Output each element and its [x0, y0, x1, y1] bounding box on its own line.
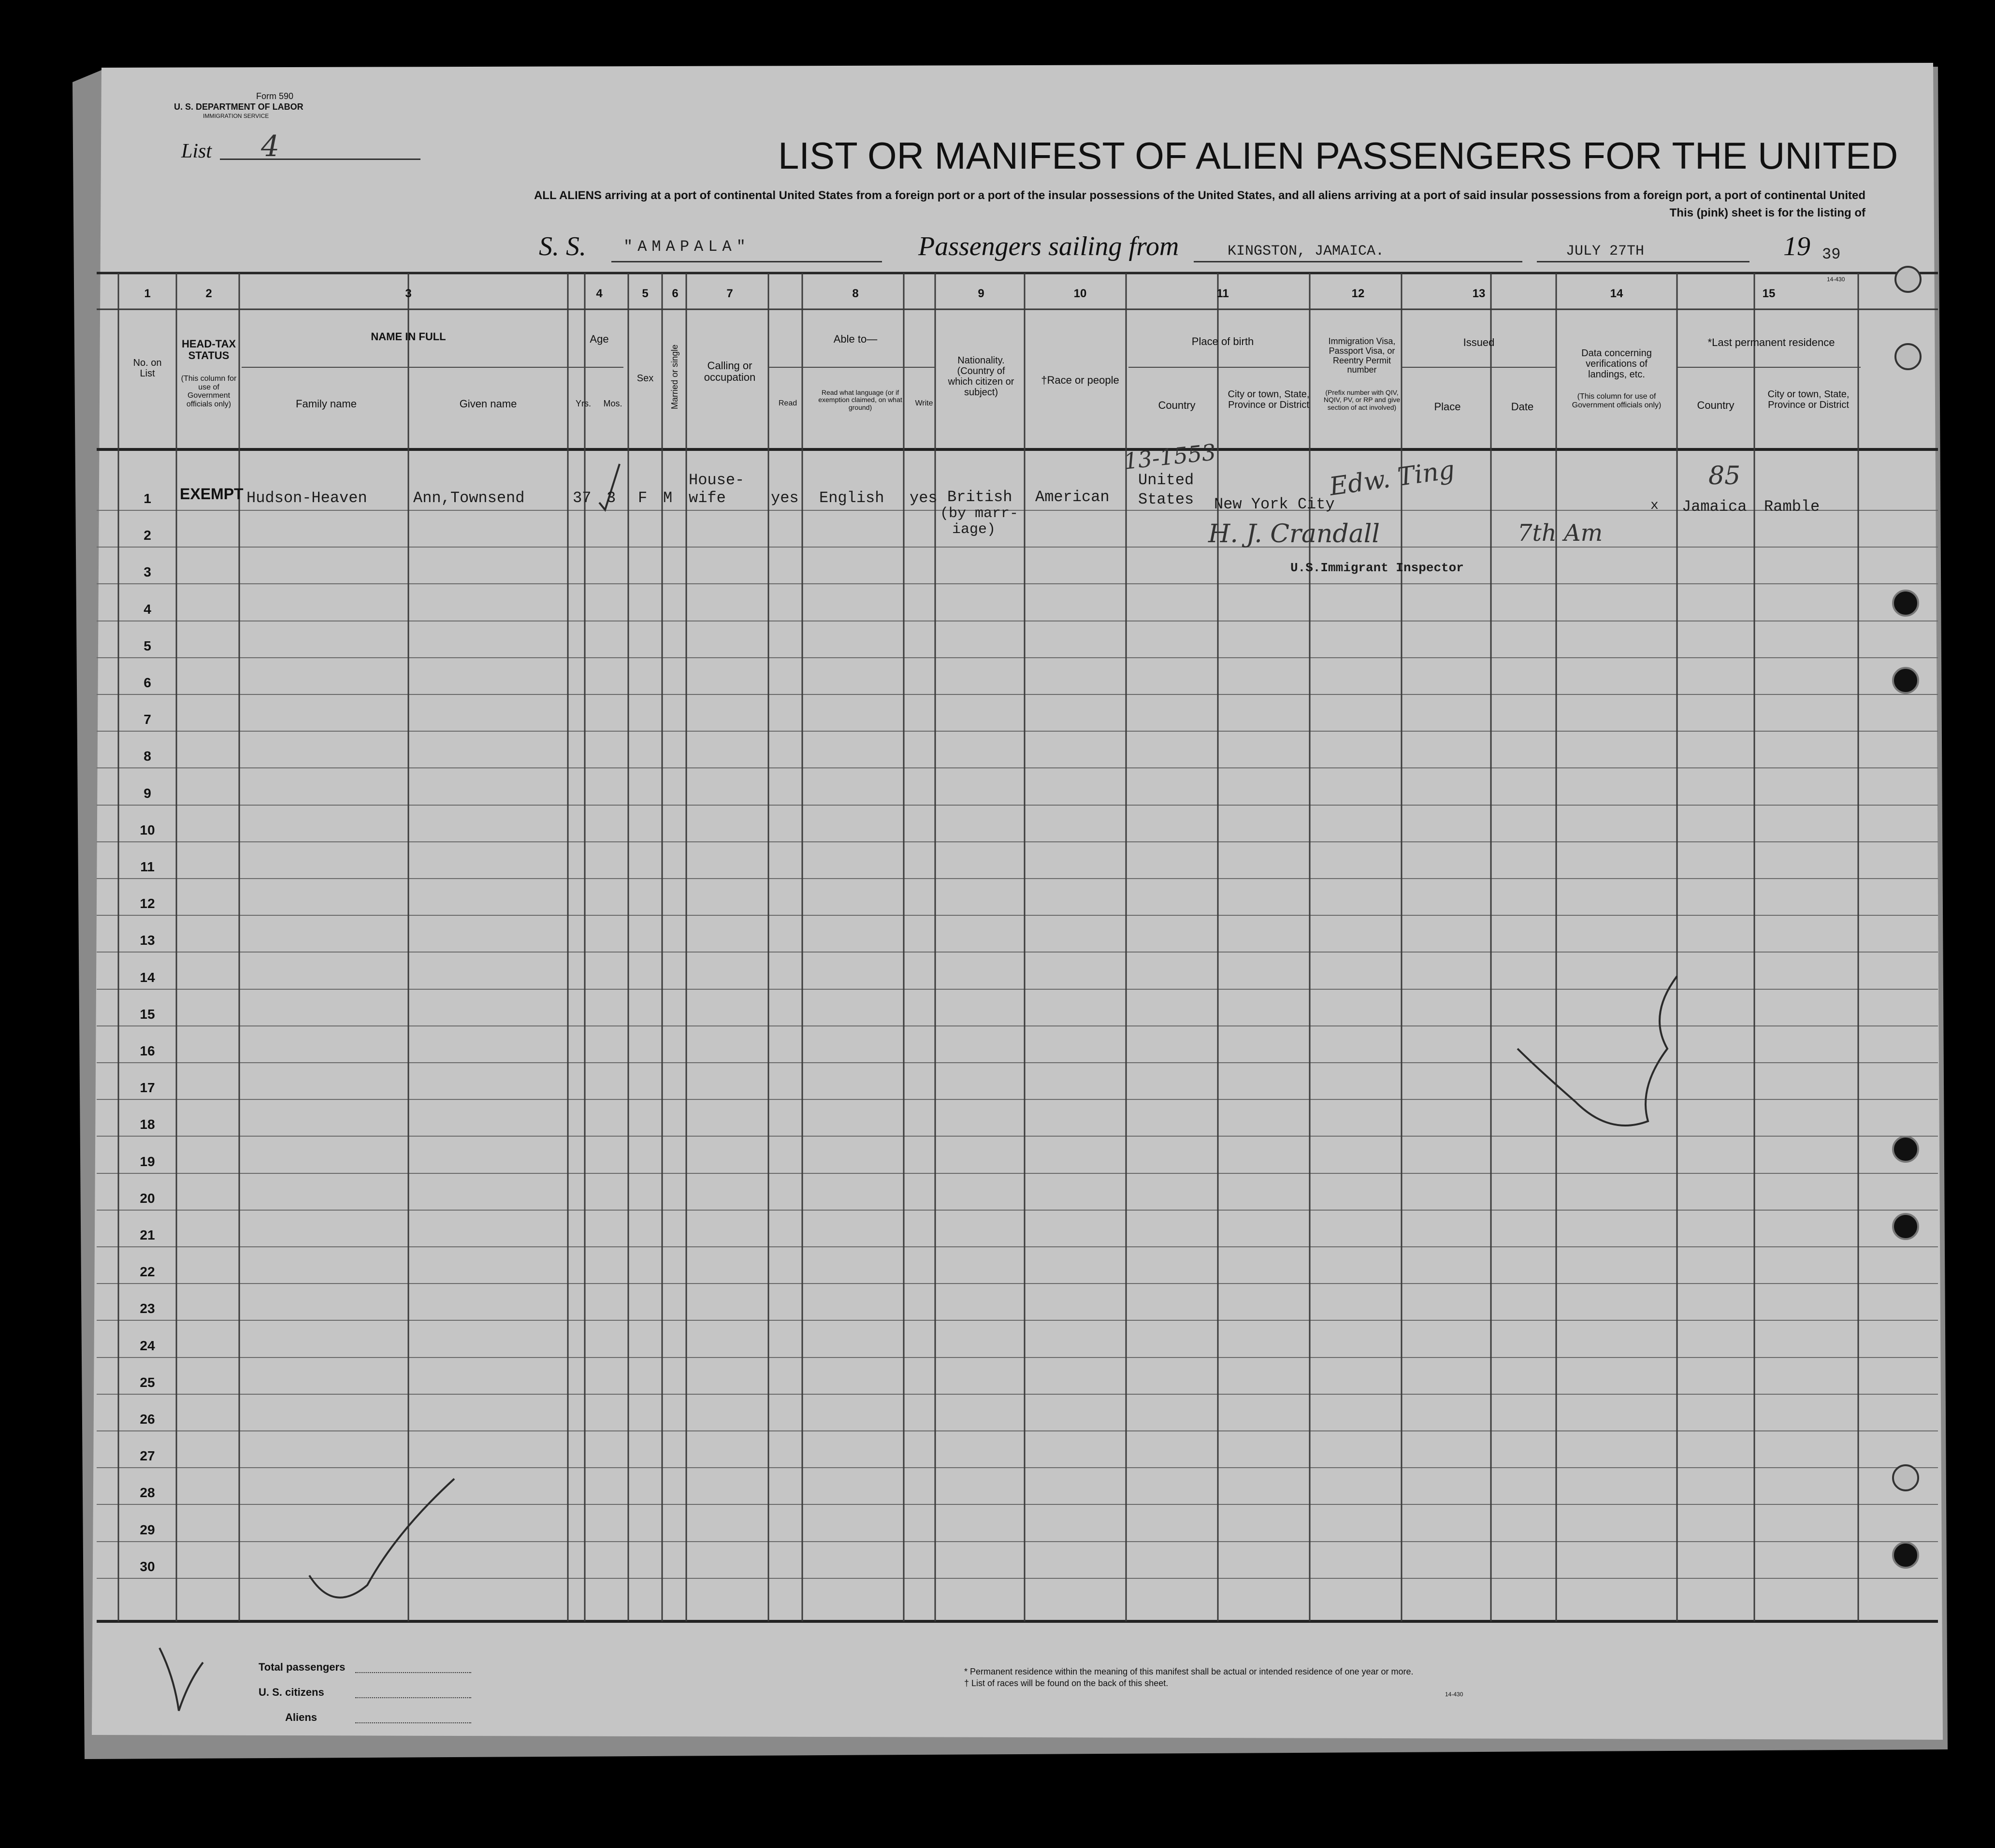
binder-hole	[1894, 343, 1922, 370]
col-num-13: 13	[1472, 287, 1486, 300]
footer-aliens-line	[355, 1722, 471, 1723]
row-number: 21	[140, 1227, 155, 1242]
manifest-subtitle-2: This (pink) sheet is for the listing of	[1669, 206, 1865, 219]
row-number: 10	[140, 823, 155, 837]
header-no-on-list: No. on List	[133, 358, 162, 379]
header-last-residence: *Last permanent residence	[1707, 336, 1835, 348]
year-suffix: 39	[1822, 245, 1841, 263]
family-name-value: Hudson-Heaven	[246, 489, 367, 507]
header-age: Age	[590, 333, 609, 345]
col-num-10: 10	[1073, 287, 1087, 300]
row-number: 25	[140, 1375, 155, 1390]
row-number: 16	[140, 1043, 155, 1058]
married-value: M	[663, 489, 673, 507]
row-number: 2	[144, 528, 151, 543]
header-visa: Immigration Visa, Passport Visa, or Reentry Permit number	[1328, 336, 1396, 375]
header-nationality: Nationality. (Country of which citizen or subject)	[948, 355, 1014, 398]
row-number: 18	[140, 1117, 155, 1132]
binder-hole	[1892, 1542, 1919, 1569]
col-num-9: 9	[978, 287, 984, 300]
footer-total-passengers: Total passengers	[259, 1661, 346, 1673]
col-num-8: 8	[852, 287, 859, 300]
header-issued-place: Place	[1434, 401, 1461, 413]
form-number: Form 590	[256, 91, 294, 101]
sex-value: F	[638, 489, 648, 507]
header-write: Write	[915, 399, 933, 407]
manifest-title: LIST OR MANIFEST OF ALIEN PASSENGERS FOR THE UNITED	[778, 134, 1898, 177]
handwritten-signature-2: H. J. Crandall	[1208, 520, 1380, 549]
paper	[92, 63, 1943, 1740]
col-num-12: 12	[1351, 287, 1365, 300]
header-data-concerning: Data concerning verifications of landings, etc.	[1581, 348, 1652, 380]
footer-us-line	[355, 1697, 471, 1698]
row-number: 7	[144, 712, 151, 727]
row-number: 14	[140, 970, 155, 985]
col-num-6: 6	[672, 287, 679, 300]
row-number: 30	[140, 1559, 155, 1574]
manifest-subtitle: ALL ALIENS arriving at a port of continental United States from a foreign port or a port of the insular possessions of the United States, and all aliens arriving at a port of said insular possessions from a foreign port, a port of continental United	[534, 189, 1865, 202]
col-num-15: 15	[1762, 287, 1776, 300]
header-issued: Issued	[1463, 336, 1495, 348]
nationality-line-2: (by marr-	[940, 505, 1019, 522]
ship-prefix: S. S.	[539, 231, 586, 261]
footer-note-1: * Permanent residence within the meaning of this manifest shall be actual or intended residence of one year or more.	[964, 1667, 1414, 1676]
handwritten-85: 85	[1708, 462, 1741, 491]
ship-underline	[611, 261, 882, 262]
row-number: 29	[140, 1522, 155, 1537]
age-months-value: 3	[607, 489, 616, 507]
row-number: 28	[140, 1485, 155, 1500]
row-number: 5	[144, 638, 151, 653]
row-number: 23	[140, 1301, 155, 1316]
handwritten-7th: 7th Am	[1518, 520, 1603, 547]
list-label: List	[181, 140, 212, 162]
residence-country-value: Jamaica	[1682, 498, 1747, 516]
header-mos: Mos.	[603, 399, 622, 408]
binder-hole	[1892, 1213, 1919, 1240]
header-race: †Race or people	[1041, 374, 1119, 386]
header-place-of-birth: Place of birth	[1191, 335, 1254, 347]
read-value: yes	[771, 489, 799, 507]
header-res-country: Country	[1697, 399, 1735, 411]
row-number: 17	[140, 1080, 155, 1095]
footer-aliens: Aliens	[285, 1711, 318, 1723]
mark-x: x	[1650, 498, 1659, 513]
row-number: 13	[140, 933, 155, 948]
row-number: 4	[144, 602, 151, 617]
footer-note-2: † List of races will be found on the back of this sheet.	[964, 1678, 1169, 1688]
nationality-line-3: iage)	[952, 521, 996, 538]
print-code: 14-430	[1827, 276, 1845, 283]
row-number: 22	[140, 1264, 155, 1279]
binder-hole	[1894, 266, 1922, 293]
year-prefix: 19	[1783, 231, 1810, 261]
occupation-line-2: wife	[689, 489, 726, 507]
binder-hole	[1892, 1136, 1919, 1163]
row-number: 26	[140, 1412, 155, 1427]
col-num-3: 3	[405, 287, 412, 300]
footer-code: 14-430	[1445, 1691, 1463, 1698]
ship-name: "AMAPALA"	[623, 238, 751, 256]
row-number: 12	[140, 896, 155, 911]
col-num-5: 5	[642, 287, 649, 300]
department-label: U. S. DEPARTMENT OF LABOR	[174, 102, 304, 112]
footer-total-line	[355, 1672, 471, 1673]
language-value: English	[819, 489, 884, 507]
list-underline	[220, 159, 420, 160]
row-number: 20	[140, 1191, 155, 1206]
header-birth-city: City or town, State, Province or District	[1228, 389, 1310, 410]
sailing-port: KINGSTON, JAMAICA.	[1228, 243, 1385, 260]
list-number: 4	[261, 130, 280, 163]
sailing-date: JULY 27TH	[1566, 243, 1645, 260]
service-label: IMMIGRATION SERVICE	[203, 113, 269, 119]
header-family-name: Family name	[296, 398, 357, 410]
inspector-stamp: U.S.Immigrant Inspector	[1290, 561, 1464, 575]
occupation-line-1: House-	[689, 471, 745, 489]
row-number: 8	[144, 749, 151, 764]
header-married: Married or single	[670, 344, 680, 409]
header-able-to: Able to—	[833, 333, 878, 345]
port-underline	[1194, 261, 1522, 262]
header-name-in-full: NAME IN FULL	[371, 331, 446, 343]
birth-country-line-2: States	[1138, 491, 1194, 508]
handwritten-signature-1: Edw. Ting	[1328, 455, 1457, 502]
race-value: American	[1035, 488, 1110, 506]
header-head-tax: HEAD-TAX STATUS	[181, 338, 236, 362]
header-visa-note: (Prefix number with QIV, NQIV, PV, or RP and give section of act involved)	[1323, 389, 1401, 411]
row-number: 11	[140, 859, 155, 874]
col-num-2: 2	[205, 287, 212, 300]
header-data-note: (This column for use of Government officials only)	[1572, 392, 1662, 409]
age-years-value: 37	[573, 489, 592, 507]
write-value: yes	[910, 489, 938, 507]
row-number: 9	[144, 786, 151, 801]
nationality-line-1: British	[947, 488, 1012, 506]
residence-city-value: Ramble	[1764, 498, 1820, 516]
head-tax-value: EXEMPT	[180, 485, 244, 503]
header-given-name: Given name	[459, 398, 517, 410]
binder-hole	[1892, 667, 1919, 694]
row-number: 15	[140, 1007, 155, 1022]
date-underline	[1537, 261, 1749, 262]
header-sex: Sex	[636, 373, 654, 384]
col-num-11: 11	[1216, 287, 1229, 300]
header-calling: Calling or occupation	[704, 360, 756, 384]
col-num-4: 4	[596, 287, 603, 300]
col-num-14: 14	[1610, 287, 1623, 300]
header-read: Read	[778, 399, 797, 407]
col-num-7: 7	[726, 287, 733, 300]
sailing-label: Passengers sailing from	[918, 231, 1179, 261]
header-head-tax-note: (This column for use of Government officials only)	[181, 375, 237, 408]
row-number: 27	[140, 1448, 155, 1463]
footer-us-citizens: U. S. citizens	[259, 1686, 324, 1698]
row-number: 6	[144, 675, 151, 690]
row-number: 24	[140, 1338, 155, 1353]
birth-country-line-1: United	[1138, 471, 1194, 489]
given-name-value: Ann,Townsend	[413, 489, 525, 507]
header-birth-country: Country	[1158, 399, 1196, 411]
row-number: 1	[144, 491, 151, 506]
header-issued-date: Date	[1511, 401, 1534, 413]
binder-hole	[1892, 1464, 1919, 1491]
header-read-lang: Read what language (or if exemption claimed, on what ground)	[818, 389, 902, 411]
header-res-city: City or town, State, Province or District	[1767, 389, 1850, 410]
header-yrs: Yrs.	[575, 399, 592, 408]
col-num-1: 1	[144, 287, 151, 300]
handwritten-number: 13-1553	[1122, 439, 1217, 475]
row-number: 19	[140, 1154, 155, 1169]
row-number: 3	[144, 564, 151, 579]
birth-city-value: New York City	[1214, 495, 1335, 513]
binder-hole	[1892, 590, 1919, 617]
